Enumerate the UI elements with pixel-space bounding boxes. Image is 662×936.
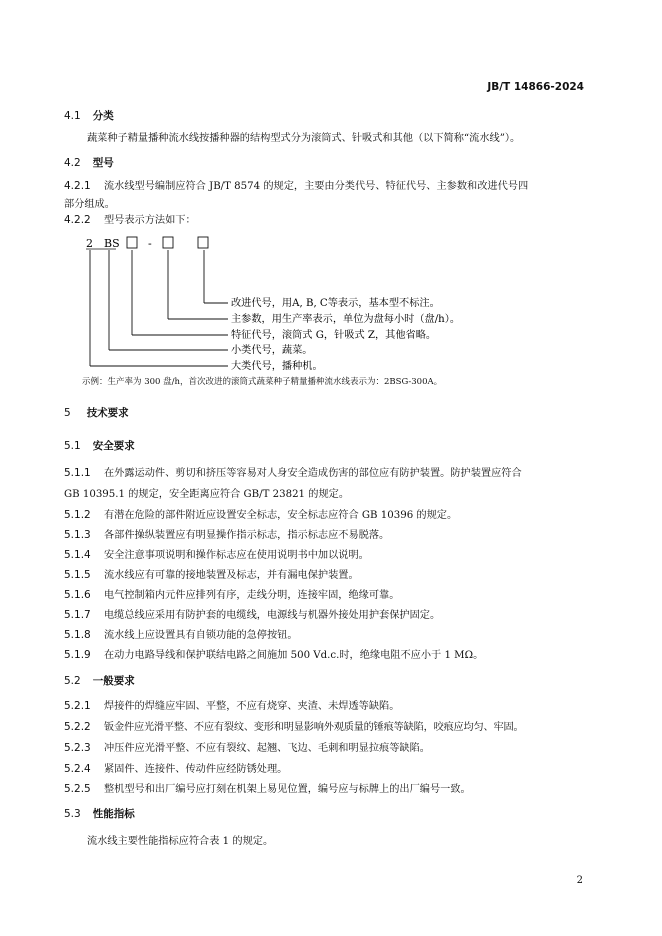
section-5-1-heading [64, 438, 135, 453]
section-number: 4.2 [64, 157, 81, 169]
clause-5-2-1 [64, 697, 399, 712]
clause-number: 4.2.2 [64, 214, 91, 226]
clause-4-2-1-line2: 部分组成。 [64, 199, 115, 210]
clause-5-1-8 [64, 626, 298, 641]
section-title: 性能指标 [92, 808, 135, 820]
code-bs: BS [104, 237, 120, 250]
clause-5-2-2 [64, 718, 523, 733]
clause-text: 紧固件、连接件、传动件应经防锈处理。 [104, 764, 288, 775]
clause-text: 在动力电路导线和保护联结电路之间施加 500 Vd.c.时，绝缘电阻不应小于 1 MΩ。 [104, 650, 484, 661]
box-improve-code [198, 237, 208, 248]
clause-number: 5.1.8 [64, 629, 91, 641]
clause-5-1-1-line2: GB 10395.1 的规定，安全距离应符合 GB/T 23821 的规定。 [64, 489, 350, 500]
clause-text: 各部件操纵装置应有明显操作指示标志，指示标志应不易脱落。 [104, 530, 390, 541]
clause-text: 在外露运动件、剪切和挤压等容易对人身安全造成伤害的部位应有防护装置。防护装置应符合 [104, 468, 522, 479]
clause-5-1-4 [64, 546, 369, 561]
section-title: 一般要求 [92, 675, 135, 687]
clause-number: 5.1.3 [64, 529, 91, 541]
clause-5-2-5 [64, 780, 471, 795]
label-feature-code: 特征代号，滚筒式 G，针吸式 Z，其他省略。 [231, 330, 437, 341]
section-number: 5 [64, 407, 71, 419]
box-feature-code [127, 237, 137, 248]
clause-text: 安全注意事项说明和操作标志应在使用说明书中加以说明。 [104, 550, 369, 561]
clause-4-2-1-line1 [64, 177, 528, 192]
section-number: 4.1 [64, 110, 81, 122]
clause-number: 5.1.2 [64, 509, 91, 521]
section-title: 安全要求 [92, 440, 135, 452]
section-title: 技术要求 [86, 407, 129, 419]
section-5-heading [64, 405, 129, 420]
clause-5-1-9 [64, 646, 483, 661]
section-title: 型号 [92, 157, 114, 169]
section-5-3-body: 流水线主要性能指标应符合表 1 的规定。 [87, 836, 274, 847]
clause-text: 流水线上应设置具有自锁功能的急停按钮。 [104, 630, 298, 641]
clause-text: 电气控制箱内元件应排列有序，走线分明，连接牢固，绝缘可靠。 [104, 590, 400, 601]
clause-number: 5.1.4 [64, 549, 91, 561]
clause-text: 有潜在危险的部件附近应设置安全标志，安全标志应符合 GB 10396 的规定。 [104, 510, 458, 521]
box-main-param [163, 237, 173, 248]
clause-text: 冲压件应光滑平整、不应有裂纹、起翘、飞边、毛刺和明显拉痕等缺陷。 [104, 743, 430, 754]
page-number: 2 [576, 875, 583, 886]
clause-text: 流水线应有可靠的接地装置及标志，并有漏电保护装置。 [104, 570, 359, 581]
clause-number: 5.2.5 [64, 783, 91, 795]
clause-number: 5.1.5 [64, 569, 91, 581]
dash: - [148, 237, 152, 250]
clause-text: 型号表示方法如下： [104, 215, 196, 226]
clause-number: 5.1.9 [64, 649, 91, 661]
clause-text: 流水线型号编制应符合 JB/T 8574 的规定，主要由分类代号、特征代号、主参数和改进代号四 [104, 181, 529, 192]
clause-number: 5.1.1 [64, 467, 91, 479]
code-2: 2 [86, 237, 93, 250]
section-title: 分类 [92, 110, 114, 122]
clause-text: 整机型号和出厂编号应打刻在机架上易见位置，编号应与标牌上的出厂编号一致。 [104, 784, 471, 795]
clause-5-1-6 [64, 586, 399, 601]
label-improve-code: 改进代号，用A, B, C等表示，基本型不标注。 [231, 298, 440, 309]
clause-5-1-7 [64, 606, 440, 621]
clause-5-1-2 [64, 506, 457, 521]
clause-5-1-5 [64, 566, 359, 581]
section-number: 5.2 [64, 675, 81, 687]
clause-number: 5.2.3 [64, 742, 91, 754]
section-5-3-heading [64, 806, 135, 821]
section-4-1-body: 蔬菜种子精量播种流水线按播种器的结构型式分为滚筒式、针吸式和其他（以下简称“流水线”）。 [87, 133, 521, 144]
section-5-2-heading [64, 673, 135, 688]
section-4-2-heading [64, 155, 114, 170]
clause-number: 4.2.1 [64, 180, 91, 192]
label-main-param: 主参数，用生产率表示，单位为盘每小时（盘/h）。 [231, 314, 461, 325]
clause-number: 5.1.6 [64, 589, 91, 601]
clause-number: 5.2.2 [64, 721, 91, 733]
clause-text: 钣金件应光滑平整、不应有裂纹、变形和明显影响外观质量的锤痕等缺陷，咬痕应均匀、牢固。 [104, 722, 524, 733]
clause-number: 5.1.7 [64, 609, 91, 621]
section-number: 5.1 [64, 440, 81, 452]
label-class-code: 大类代号，播种机。 [231, 361, 323, 372]
model-example: 示例：生产率为 300 盘/h，首次改进的滚筒式蔬菜种子精量播种流水线表示为：2BSG-300A。 [82, 377, 443, 387]
clause-5-2-3 [64, 739, 430, 754]
clause-5-1-3 [64, 526, 389, 541]
clause-5-1-1-line1 [64, 464, 522, 479]
clause-number: 5.2.1 [64, 700, 91, 712]
clause-number: 5.2.4 [64, 763, 91, 775]
section-number: 5.3 [64, 808, 81, 820]
model-designation-diagram [64, 228, 504, 373]
clause-4-2-2 [64, 211, 196, 226]
label-subclass-code: 小类代号，蔬菜。 [231, 345, 313, 356]
clause-text: 电缆总线应采用有防护套的电缆线，电源线与机器外接处用护套保护固定。 [104, 610, 441, 621]
clause-5-2-4 [64, 760, 287, 775]
clause-text: 焊接件的焊缝应牢固、平整，不应有烧穿、夹渣、未焊透等缺陷。 [104, 701, 400, 712]
standard-code-header: JB/T 14866-2024 [487, 81, 584, 93]
section-4-1-heading [64, 108, 114, 123]
